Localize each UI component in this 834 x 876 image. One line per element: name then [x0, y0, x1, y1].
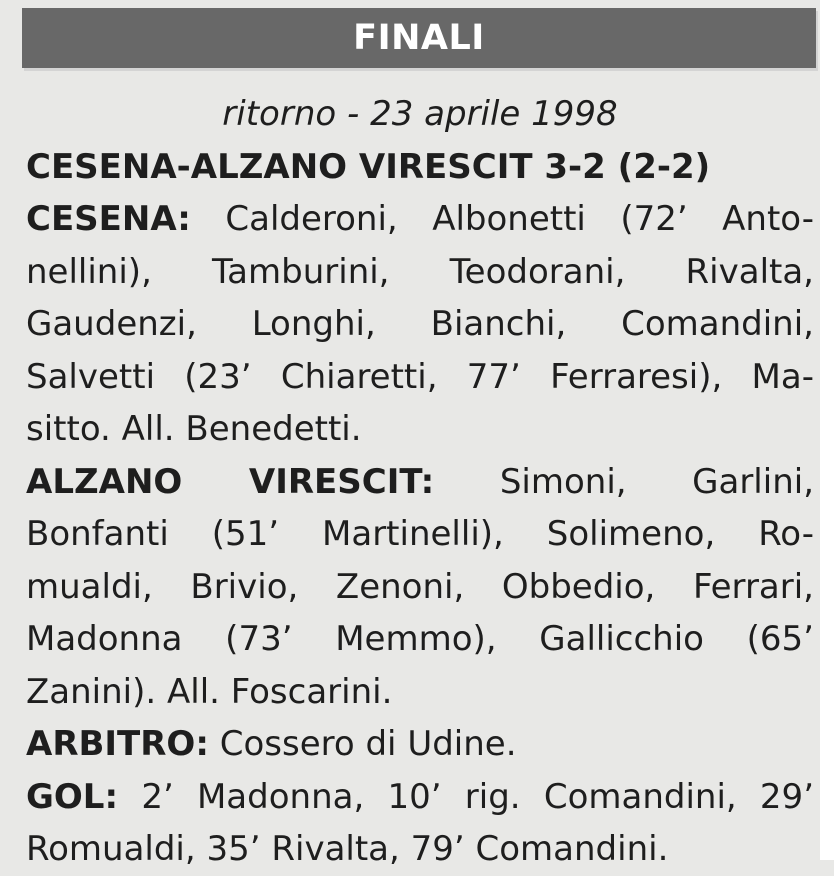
- lineup-line: Zanini). All. Foscarini.: [26, 671, 393, 712]
- lineup-text: Calderoni, Albonetti (72’ Anto-: [225, 199, 814, 239]
- referee-label: ARBITRO:: [26, 724, 209, 764]
- referee-text: Cossero di Udine.: [219, 724, 517, 764]
- page-edge: [820, 0, 834, 860]
- goals-line: Romualdi, 35’ Rivalta, 79’ Comandini.: [26, 829, 669, 869]
- lineup-line: Gaudenzi, Longhi, Bianchi, Comandini,: [26, 304, 814, 344]
- lineup-line: Madonna (73’ Memmo), Gallicchio (65’: [26, 619, 814, 659]
- lineup-text: Simoni, Garlini,: [499, 461, 815, 502]
- lineup-line: Salvetti (23’ Chiaretti, 77’ Ferraresi), Ma-: [26, 356, 814, 397]
- match-date: ritorno - 23 aprile 1998: [222, 94, 618, 134]
- goals-line: [26, 771, 814, 824]
- lineup-line: [26, 193, 814, 246]
- lineup-line: [26, 456, 814, 509]
- lineup-line: mualdi, Brivio, Zenoni, Obbedio, Ferrari,: [26, 566, 814, 607]
- lineup-line: Bonfanti (51’ Martinelli), Solimeno, Ro-: [26, 514, 814, 554]
- goals-text: 2’ Madonna, 10’ rig. Comandini, 29’: [141, 776, 815, 817]
- lineup-line: sitto. All. Benedetti.: [26, 409, 362, 449]
- section-header: [22, 8, 816, 68]
- section-title: FINALI: [353, 18, 485, 58]
- referee-line: [26, 718, 814, 771]
- lineup-line: nellini), Tamburini, Teodorani, Rivalta,: [26, 251, 814, 292]
- match-report: [26, 88, 814, 876]
- goals-label: GOL:: [26, 776, 119, 817]
- team-label: ALZANO VIRESCIT:: [26, 461, 435, 502]
- team-label: CESENA:: [26, 199, 191, 239]
- match-result: CESENA-ALZANO VIRESCIT 3-2 (2-2): [26, 146, 711, 187]
